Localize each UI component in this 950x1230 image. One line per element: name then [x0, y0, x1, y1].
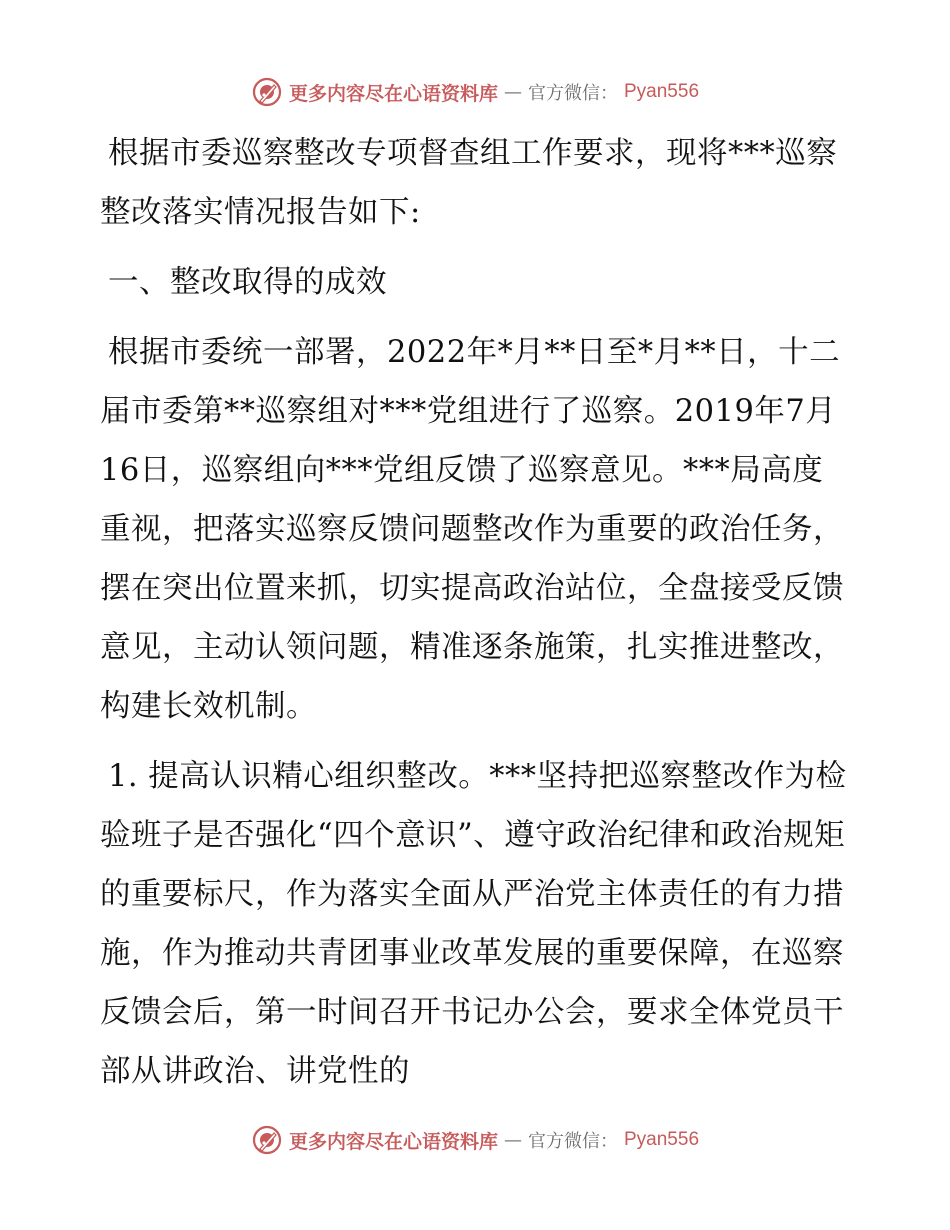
watermark-header — [0, 72, 950, 112]
watermark-main-text: 更多内容尽在心语资料库 — [288, 82, 498, 105]
watermark-footer — [0, 1120, 950, 1160]
section-heading: 一、整改取得的成效 — [108, 265, 387, 300]
watermark-main-text: 更多内容尽在心语资料库 — [288, 1130, 498, 1153]
pen-nib-logo-icon — [251, 1124, 283, 1156]
results-paragraph: 根据市委统一部署，2022年*月**日至*月**日，十二届市委第**巡察组对***党组进行了巡察。2019年7月16日，巡察组向***党组反馈了巡察意见。***局高度重视，把落实巡察反馈问题整改作为重要的政治任务，摆在突出位置来抓，切实提高政治站位，全盘接受反馈意见，主动认领问题，精准逐条施策，扎实推进整改，构建长效机制。 — [100, 335, 844, 724]
pen-nib-logo-icon — [251, 76, 283, 108]
watermark-sub-text: 官方微信： — [528, 1131, 618, 1152]
watermark-wechat-id: Pyan556 — [624, 81, 700, 102]
intro-paragraph: 根据市委巡察整改专项督查组工作要求，现将***巡察整改落实情况报告如下: — [100, 136, 838, 230]
watermark-sub-text: 官方微信： — [528, 83, 618, 104]
watermark-wechat-id: Pyan556 — [624, 1129, 700, 1150]
watermark-dash: — — [504, 81, 522, 103]
item-1-paragraph: 1. 提高认识精心组织整改。***坚持把巡察整改作为检验班子是否强化“四个意识”、遵守政治纪律和政治规矩的重要标尺，作为落实全面从严治党主体责任的有力措施，作为推动共青团事业改革发展的重要保障，在巡察反馈会后，第一时间召开书记办公会，要求全体党员干部从讲政治、讲党性的 — [100, 759, 847, 1089]
document-body — [100, 124, 848, 1101]
watermark-dash: — — [504, 1129, 522, 1151]
